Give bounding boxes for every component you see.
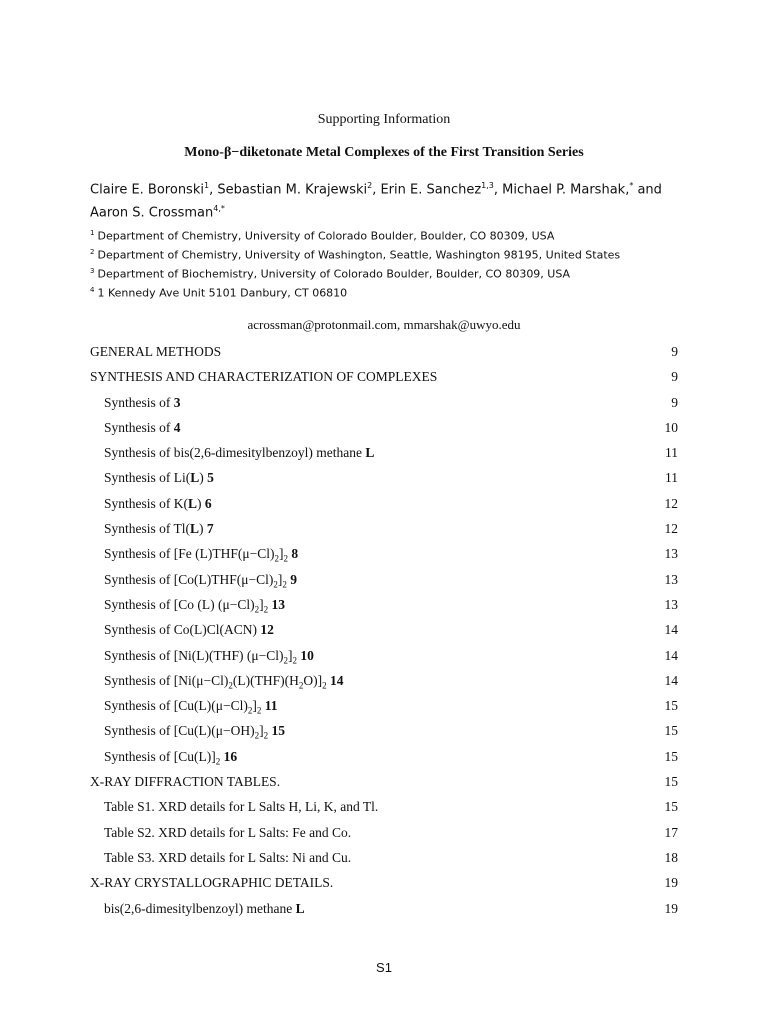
author-name: Claire E. Boronski xyxy=(90,182,204,198)
toc-subentry[interactable] xyxy=(90,693,678,718)
toc-entry-label: Synthesis of bis(2,6-dimesitylbenzoyl) methane L xyxy=(104,445,375,461)
author-affiliation-mark: 1 xyxy=(203,181,210,190)
toc-entry-label: Synthesis of [Ni(L)(THF) $(\mu-Cl)_2]_2$ 10 xyxy=(104,647,314,666)
toc-page-number: 15 xyxy=(664,774,678,790)
toc-entry-label: Table S3. XRD details for L Salts: Ni and Cu. xyxy=(104,849,352,865)
toc-subentry[interactable] xyxy=(90,440,678,465)
toc-page-number: 15 xyxy=(664,723,678,739)
toc-entry-label: Synthesis of 4 xyxy=(104,419,181,435)
toc-subentry[interactable] xyxy=(90,744,678,769)
toc-subentry[interactable] xyxy=(90,541,678,566)
toc-page-number: 9 xyxy=(671,394,678,410)
toc-page-number: 13 xyxy=(664,596,678,612)
toc-subentry[interactable] xyxy=(90,617,678,642)
toc-subentry[interactable] xyxy=(90,567,678,592)
author-name: Michael P. Marshak, xyxy=(502,182,630,198)
supporting-info-label: Supporting Information xyxy=(317,112,451,127)
toc-subentry[interactable] xyxy=(90,896,678,921)
toc-entry-label: Synthesis of Tl(L) 7 xyxy=(104,521,214,537)
affiliation-number: 2 xyxy=(90,248,95,256)
affiliation-text: Department of Biochemistry, University of Colorado Boulder, Boulder, CO 80309, USA xyxy=(97,267,571,281)
toc-subentry[interactable] xyxy=(90,592,678,617)
toc-entry-label: SYNTHESIS AND CHARACTERIZATION OF COMPLEXES xyxy=(90,369,438,385)
affiliation xyxy=(90,224,690,243)
toc-page-number: 12 xyxy=(664,521,678,537)
toc-page-number: 10 xyxy=(664,419,678,435)
affiliation xyxy=(90,281,690,300)
author-affiliation-mark: 1,3 xyxy=(481,181,494,190)
toc-page-number: 19 xyxy=(664,875,678,891)
toc-entry-label: Synthesis of $[Co(L)THF(\mu-Cl)_2]_2$ 9 xyxy=(104,571,297,590)
toc-entry-label: Synthesis of [Co (L) $(\mu-Cl)_2]_2$ 13 xyxy=(104,596,285,615)
toc-entry-label: bis(2,6-dimesitylbenzoyl) methane L xyxy=(104,900,305,916)
toc-entry-label: Table S2. XRD details for L Salts: Fe and Co. xyxy=(104,824,352,840)
affiliation-text: Department of Chemistry, University of Washington, Seattle, Washington 98195, United States xyxy=(97,248,621,262)
toc-subentry[interactable] xyxy=(90,491,678,516)
toc-entry-label: Synthesis of [Fe $(L)THF(\mu-Cl)_2]_2$ 8 xyxy=(104,546,299,565)
toc-subentry[interactable] xyxy=(90,643,678,668)
toc-subentry[interactable] xyxy=(90,516,678,541)
toc-page-number: 14 xyxy=(664,647,678,663)
author-name: Sebastian M. Krajewski xyxy=(217,182,368,198)
toc-subentry[interactable] xyxy=(90,465,678,490)
toc-entry-label: GENERAL METHODS xyxy=(90,344,222,359)
toc-entry-label: Synthesis of $[Cu(L)(\mu-OH)_2]_2$ 15 xyxy=(104,723,285,742)
toc-page-number: 19 xyxy=(664,900,678,916)
toc-section[interactable] xyxy=(90,339,678,364)
affiliation-text: 1 Kennedy Ave Unit 5101 Danbury, CT 06810 xyxy=(97,286,348,300)
toc-page-number: 9 xyxy=(671,344,678,359)
toc-section[interactable] xyxy=(90,769,678,794)
toc-page-number: 13 xyxy=(664,571,678,587)
toc-subentry[interactable] xyxy=(90,794,678,819)
author-list: Claire E. Boronski$^1$, Sebastian M. Krajewski$^2$, Erin E. Sanchez$^{1,3}$, Michael P. Marshak,* and Aaron S. Crossman$^{4,*}$ xyxy=(90,181,662,221)
affiliation xyxy=(90,243,690,262)
toc-entry-label: Synthesis of K(L) 6 xyxy=(104,495,212,511)
author-name: Erin E. Sanchez xyxy=(380,182,482,198)
author-affiliation-mark: 2 xyxy=(367,181,373,190)
toc-section[interactable] xyxy=(90,870,678,895)
toc-subentry[interactable] xyxy=(90,390,678,415)
toc-page-number: 15 xyxy=(664,698,678,714)
toc-entry-label: Table S1. XRD details for L Salts H, Li, K, and Tl. xyxy=(104,799,379,815)
toc-page-number: 11 xyxy=(665,470,678,486)
toc-page-number: 13 xyxy=(664,546,678,562)
toc-entry-label: Synthesis of 3 xyxy=(104,394,181,410)
toc-entry-label: X-RAY DIFFRACTION TABLES. xyxy=(90,774,281,790)
author-name: Aaron S. Crossman xyxy=(90,205,214,221)
toc-subentry[interactable] xyxy=(90,820,678,845)
toc-page-number: 11 xyxy=(665,445,678,461)
toc-subentry[interactable] xyxy=(90,668,678,693)
toc-section[interactable] xyxy=(90,364,678,389)
toc-entry-label: X-RAY CRYSTALLOGRAPHIC DETAILS. xyxy=(90,875,334,891)
document-title: Mono-β−diketonate Metal Complexes of the First Transition Series xyxy=(184,145,584,160)
toc-page-number: 14 xyxy=(664,672,678,688)
toc-entry-label: Synthesis of Li(L) 5 xyxy=(104,470,214,486)
page-number: S1 xyxy=(376,960,392,975)
toc-subentry[interactable] xyxy=(90,718,678,743)
toc-page-number: 12 xyxy=(664,495,678,511)
toc-subentry[interactable] xyxy=(90,415,678,440)
author-affiliation-mark: * xyxy=(629,181,634,190)
toc-page-number: 15 xyxy=(664,799,678,815)
contact-emails: acrossman@protonmail.com, mmarshak@uwyo.edu xyxy=(247,317,521,332)
toc-page-number: 15 xyxy=(664,748,678,764)
toc-entry-label: Synthesis of $[Cu(L)]_2$ 16 xyxy=(104,748,238,767)
toc-page-number: 17 xyxy=(664,824,678,840)
affiliation-number: 3 xyxy=(90,267,95,275)
affiliation-number: 4 xyxy=(90,286,95,294)
affiliation-text: Department of Chemistry, University of Colorado Boulder, Boulder, CO 80309, USA xyxy=(97,229,555,243)
author-affiliation-mark: 4,* xyxy=(213,204,225,214)
affiliation-list xyxy=(90,224,690,300)
affiliation-number: 1 xyxy=(90,229,95,237)
toc-entry-label: Synthesis of $[Ni(\mu-Cl)_2(L)(THF)(H_2O)]_2$ 14 xyxy=(104,672,344,691)
affiliation xyxy=(90,262,690,281)
table-of-contents xyxy=(90,339,678,921)
toc-page-number: 14 xyxy=(664,622,678,638)
toc-page-number: 9 xyxy=(671,369,678,385)
toc-subentry[interactable] xyxy=(90,845,678,870)
toc-entry-label: Synthesis of Co(L)Cl(ACN) 12 xyxy=(104,622,274,638)
toc-page-number: 18 xyxy=(664,849,678,865)
toc-entry-label: Synthesis of $[Cu(L)(\mu-Cl)_2]_2$ 11 xyxy=(104,698,278,716)
